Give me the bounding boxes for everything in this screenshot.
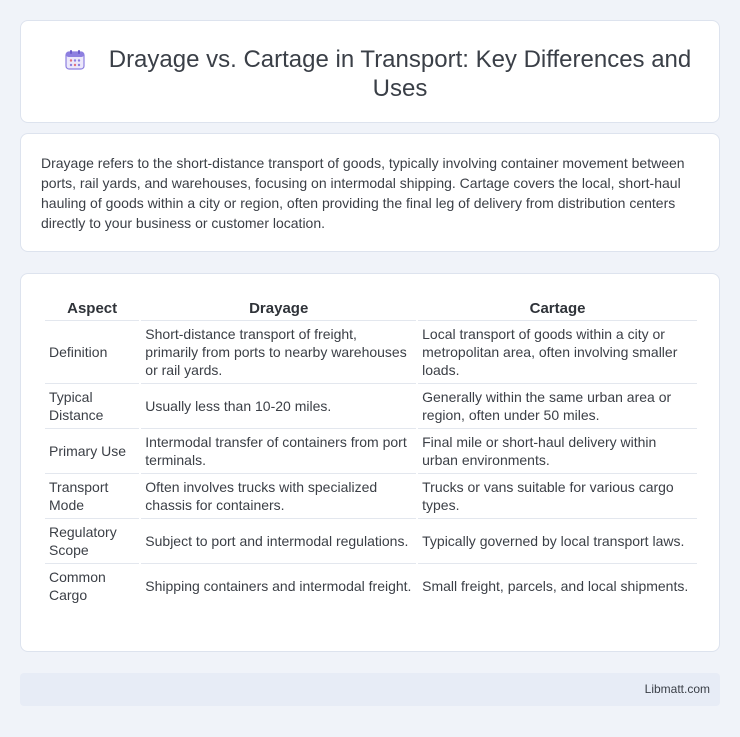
header-aspect: Aspect [67,299,118,317]
intro-paragraph: Drayage refers to the short-distance transport of goods, typically involving container movement between ports, rail yards, and warehouses, focusing on intermodal shipping. Cartage covers the local, short-haul hauling of goods within a city or region, often providing the final leg of delivery from distribution centers directly to your business or customer location. [41,155,685,231]
row-aspect: Transport Mode [45,473,139,518]
table-row [45,473,697,518]
comparison-card [20,273,720,652]
row-drayage: Often involves trucks with specialized chassis for containers. [141,473,416,518]
row-aspect: Regulatory Scope [45,518,139,563]
table-row [45,428,697,473]
row-cartage: Small freight, parcels, and local shipments. [418,563,697,608]
row-cartage: Local transport of goods within a city or metropolitan area, often involving smaller loads. [418,320,697,383]
comparison-table [43,296,699,608]
footer-brand-link[interactable]: Libmatt.com [644,682,710,696]
intro-card [20,133,720,252]
table-row [45,320,697,383]
row-cartage: Generally within the same urban area or region, often under 50 miles. [418,383,697,428]
row-aspect: Typical Distance [45,383,139,428]
title-card [20,20,720,123]
table-header-row [45,296,697,320]
page-title: Drayage vs. Cartage in Transport: Key Differences and Uses [108,46,692,102]
row-aspect: Primary Use [45,428,139,473]
table-row [45,518,697,563]
row-drayage: Subject to port and intermodal regulations. [141,518,416,563]
table-row [45,563,697,608]
row-aspect: Definition [45,320,139,383]
footer [20,673,720,706]
row-cartage: Final mile or short-haul delivery within urban environments. [418,428,697,473]
row-aspect: Common Cargo [45,563,139,608]
row-drayage: Intermodal transfer of containers from port terminals. [141,428,416,473]
title-wrap [61,45,699,103]
row-cartage: Typically governed by local transport laws. [418,518,697,563]
row-drayage: Usually less than 10-20 miles. [141,383,416,428]
row-drayage: Short-distance transport of freight, primarily from ports to nearby warehouses or rail yards. [141,320,416,383]
table-row [45,383,697,428]
header-cartage: Cartage [529,299,586,317]
row-drayage: Shipping containers and intermodal freight. [141,563,416,608]
header-drayage: Drayage [249,299,309,317]
row-cartage: Trucks or vans suitable for various cargo types. [418,473,697,518]
